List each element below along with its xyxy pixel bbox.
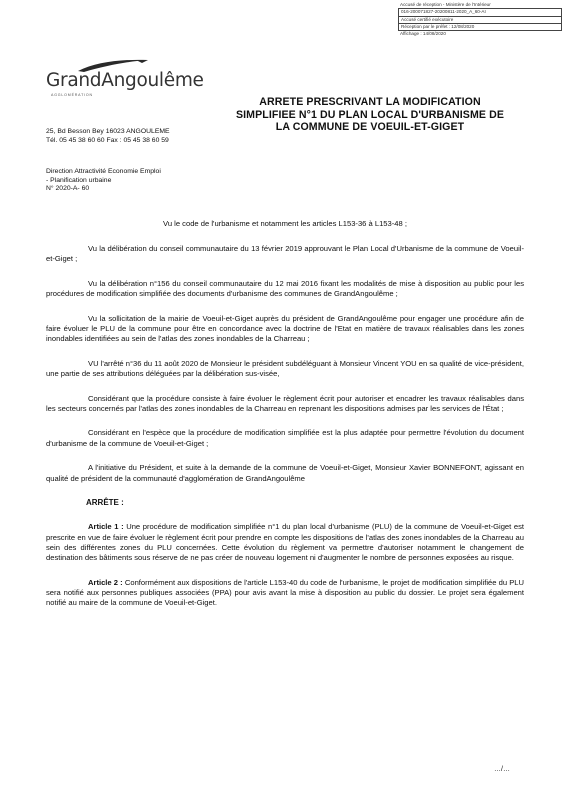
article-1 xyxy=(46,522,524,563)
paragraph-visa: Vu la délibération du conseil communautaire du 13 février 2019 approuvant le Plan Local d'Urbanisme de la commune de Voeuil-et-Giget ; xyxy=(46,243,524,263)
logo-name: GrandAngoulême xyxy=(46,70,204,91)
grandangouleme-logo xyxy=(46,58,204,98)
document-body xyxy=(46,219,524,623)
paragraph-initiative: A l'initiative du Président, et suite à la demande de la commune de Voeuil-et-Giget, Monsieur Xavier BONNEFONT, agissant en qualité de président de la communauté d'agglomération de GrandAngoulême xyxy=(46,463,524,483)
paragraph-considerant: Considérant que la procédure consiste à faire évoluer le règlement écrit pour autoriser et encadrer les travaux réalisables dans les secteurs concernés par l'atlas des zones inondables de la Charreau en reprenant les dispositions admises par les services de l'État ; xyxy=(46,393,524,413)
direction-name: Direction Attractivité Economie Emploi xyxy=(46,168,161,175)
reception-stamp xyxy=(398,2,562,37)
decree-heading: ARRÊTE : xyxy=(86,498,124,508)
document-title xyxy=(200,96,540,134)
stamp-line: Affichage : 14/08/2020 xyxy=(400,31,446,37)
direction-service: - Planification urbaine xyxy=(46,176,112,184)
stamp-line: Accusé certifié exécutoire xyxy=(398,17,562,24)
article-2 xyxy=(46,578,524,609)
logo-tagline: AGGLOMÉRATION xyxy=(51,93,93,97)
decree-number: N° 2020-A- 60 xyxy=(46,185,90,193)
title-line-1: ARRETE PRESCRIVANT LA MODIFICATION xyxy=(259,96,481,108)
address-line: 25, Bd Besson Bey 16023 ANGOULEME xyxy=(46,128,170,135)
address-block xyxy=(46,128,170,145)
stamp-line: Réception par le préfet : 12/08/2020 xyxy=(398,24,562,31)
article-label: Article 2 : xyxy=(88,577,123,587)
direction-block xyxy=(46,168,161,194)
paragraph-considerant: Considérant en l'espèce que la procédure de modification simplifiée est la plus adaptée pour permettre l'évolution du document d'urbanisme de la commune de Voeuil-et-Giget ; xyxy=(46,428,524,448)
article-text: Une procédure de modification simplifiée n°1 du plan local d'urbanisme (PLU) de la commune de Voeuil-et-Giget est prescrite en vue de faire évoluer le règlement écrit pour prendre en compte les dispositions de l'atlas des zones inondables de la Charreau au sein des différentes zones du PLU concernées. Cette évolution du règlement va permettre d'autoriser notamment le changement de destination des bâtiments sous réserve de ne pas créer de nouveau logement ni d'augmenter le nombre de personnes exposées au risque. xyxy=(46,522,525,563)
phone-fax-line: Tél. 05 45 38 60 60 Fax : 05 45 38 60 59 xyxy=(46,136,169,144)
continuation-mark: …/… xyxy=(494,766,510,773)
title-line-2: SIMPLIFIEE N°1 DU PLAN LOCAL D'URBANISME DE xyxy=(235,108,505,121)
title-line-3: LA COMMUNE DE VOEUIL-ET-GIGET xyxy=(275,121,465,134)
paragraph-visa: Vu la sollicitation de la mairie de Voeuil-et-Giget auprès du président de GrandAngoulême pour engager une procédure afin de faire évoluer le PLU de la commune pour être en concordance avec la doctrine de l'Etat en matière de travaux réalisables dans les zones inondables identifiées au sein de l'atlas des zones inondables de la Charreau ; xyxy=(46,313,524,343)
stamp-line: Accusé de réception - Ministère de l'Intérieur xyxy=(400,2,491,7)
paragraph-visa: Vu le code de l'urbanisme et notamment les articles L153-36 à L153-48 ; xyxy=(163,219,407,228)
paragraph-visa: VU l'arrêté n°36 du 11 août 2020 de Monsieur le président subdéléguant à Monsieur Vincent YOU en sa qualité de vice-président, une partie de ses attributions déléguées par la délibération sus-visée, xyxy=(46,358,524,378)
paragraph-visa: Vu la délibération n°156 du conseil communautaire du 12 mai 2016 fixant les modalités de mise à disposition au public pour les procédures de modification simplifiée des documents d'urbanisme des communes de GrandAngoulême ; xyxy=(46,278,524,298)
article-text: Conformément aux dispositions de l'article L153-40 du code de l'urbanisme, le projet de modification simplifiée du PLU sera notifié aux personnes publiques associées (PPA) pour avis avant la mise à disposition au public du dossier. Le projet sera également notifié au maire de la commune de Voeuil-et-Giget. xyxy=(46,577,524,608)
article-label: Article 1 : xyxy=(88,522,124,532)
stamp-line: 016-200071827-20200811-2020_A_60-AI xyxy=(398,8,562,16)
